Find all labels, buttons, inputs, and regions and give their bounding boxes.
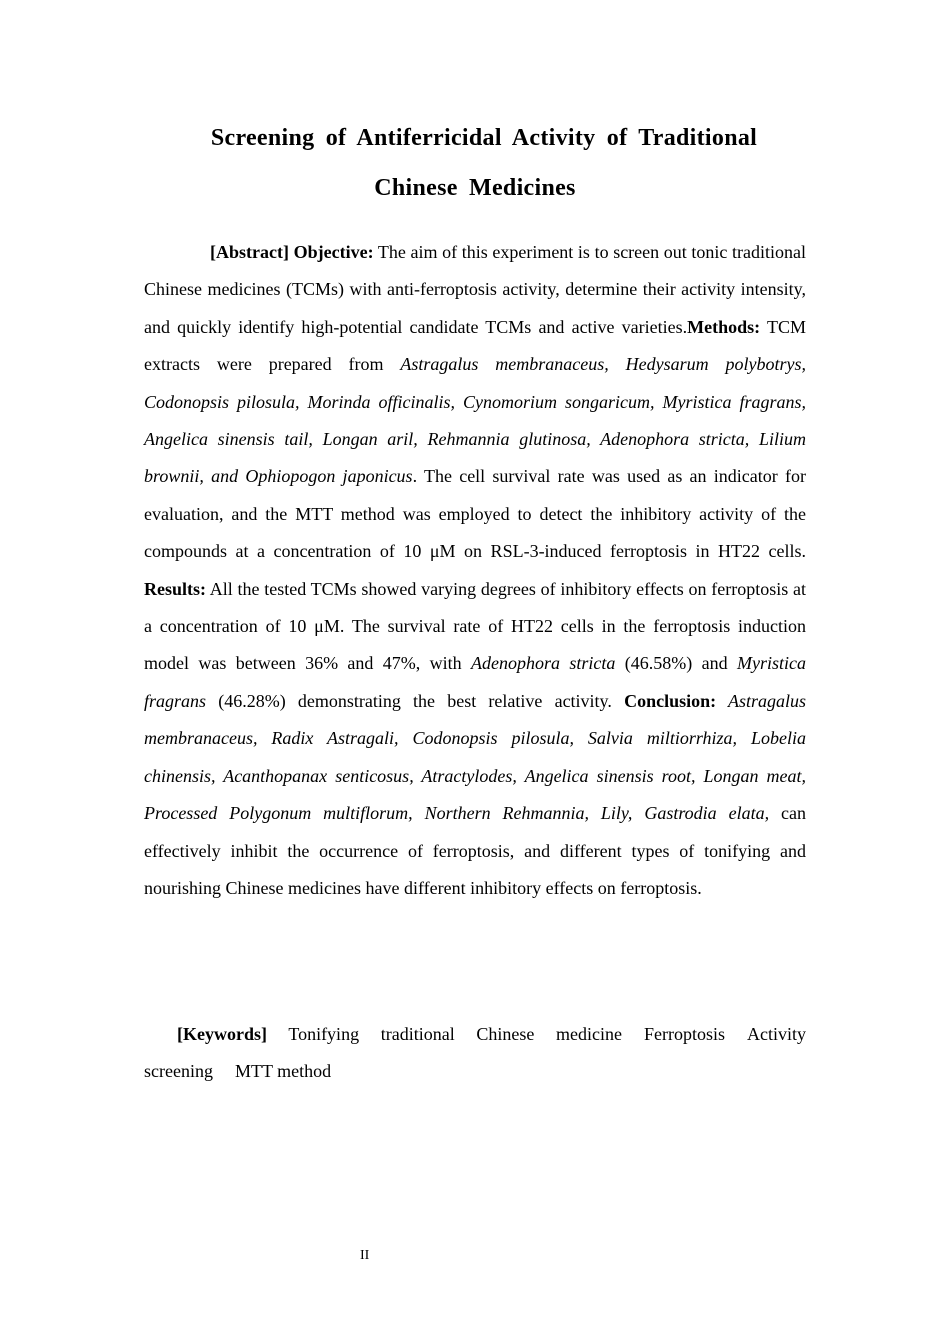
keyword-item: Ferroptosis xyxy=(643,1024,725,1044)
methods-species: Astragalus membranaceus, Hedysarum polybotrys, Codonopsis pilosula, Morinda officinalis, Cynomorium songaricum, Myristica fragrans, Angelica sinensis tail, Longan aril, Rehmannia glutinosa, Adenophora stricta, Lilium brownii, and Ophiopogon japonicus xyxy=(144,354,807,487)
results-text-2: (46.58%) and xyxy=(615,653,737,674)
conclusion-species: Astragalus membranaceus, Radix Astragali, Codonopsis pilosula, Salvia miltiorrhiza, Lobelia chinensis, Acanthopanax senticosus, Atractylodes, Angelica sinensis root, Longan meat, Processed Polygonum multiflorum, Northern Rehmannia, Lily, Gastrodia elata, xyxy=(144,690,807,824)
results-species-2: Myristica fragrans xyxy=(144,653,806,711)
title-line-1: Screening of Antiferricidal Activity of Traditional xyxy=(210,125,758,151)
objective-text: The aim of this experiment is to screen out tonic traditional Chinese medicines (TCMs) with anti-ferroptosis activity, determine their activity intensity, and quickly identify high-potential candidate TCMs and active varieties. xyxy=(144,242,806,337)
methods-label: Methods: xyxy=(687,316,761,337)
keyword-item: Tonifying traditional Chinese medicine xyxy=(288,1024,622,1044)
keyword-item: MTT method xyxy=(234,1061,332,1082)
keyword-item: Activity screening xyxy=(144,1024,806,1082)
results-label: Results: xyxy=(144,578,206,599)
abstract-heading: [Abstract] xyxy=(210,242,289,262)
results-text-3: (46.28%) demonstrating the best relative activity. xyxy=(206,690,625,711)
title-line-2: Chinese Medicines xyxy=(374,175,576,201)
page-number: II xyxy=(360,1248,370,1263)
abstract-paragraph xyxy=(144,234,806,907)
keywords-paragraph xyxy=(144,1016,806,1091)
objective-label: Objective: xyxy=(293,242,374,262)
methods-text-2: . The cell survival rate was used as an indicator for evaluation, and the MTT method was employed to detect the inhibitory activity of the compounds at a concentration of 10 μM on RSL-3-induced ferroptosis in HT22 cells. xyxy=(144,466,806,562)
results-species-1: Adenophora stricta xyxy=(471,653,616,674)
conclusion-label: Conclusion: xyxy=(624,690,717,711)
conclusion-text: can effectively inhibit the occurrence of ferroptosis, and different types of tonifying and nourishing Chinese medicines have different inhibitory effects on ferroptosis. xyxy=(144,803,806,898)
keywords-heading: [Keywords] xyxy=(177,1024,267,1044)
results-text-1: All the tested TCMs showed varying degrees of inhibitory effects on ferroptosis at a concentration of 10 μM. The survival rate of HT22 cells in the ferroptosis induction model was between 36% and 47%, with xyxy=(144,578,806,674)
methods-text-1: TCM extracts were prepared from xyxy=(144,316,806,375)
